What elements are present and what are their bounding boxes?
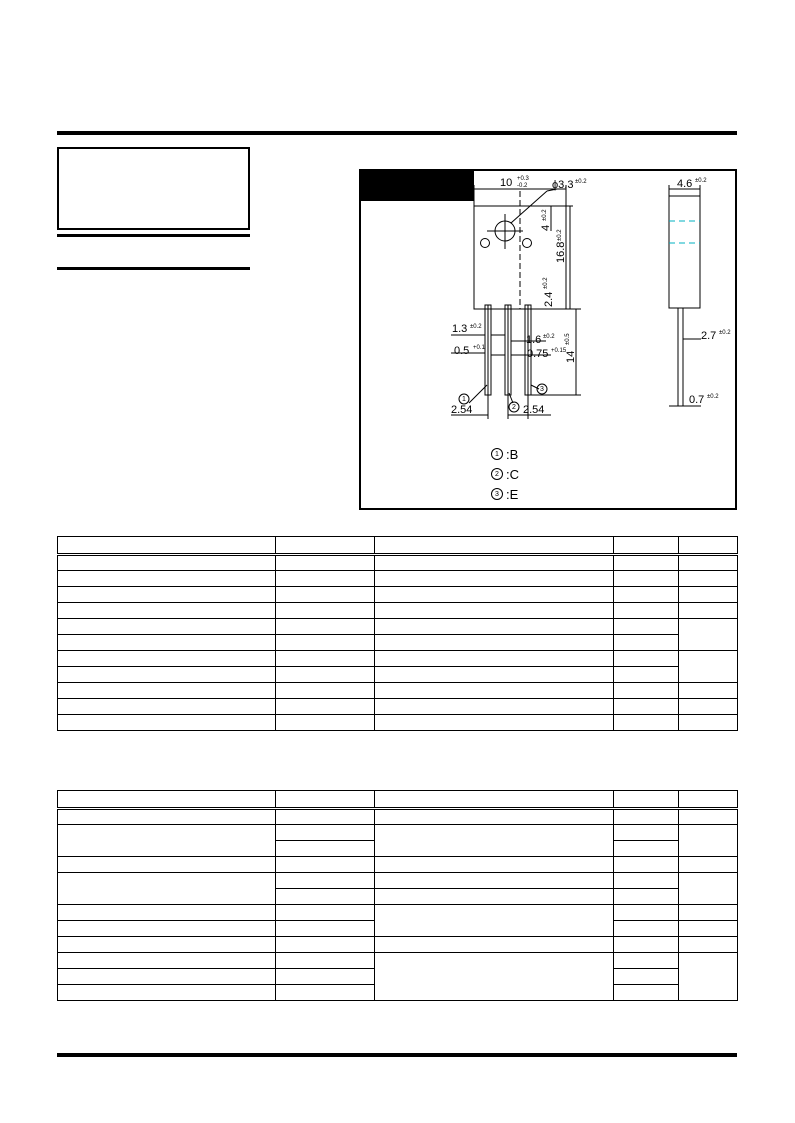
table-row (58, 953, 738, 969)
table-row (58, 651, 738, 667)
pin-legend-b: :B (506, 447, 519, 462)
characteristics-table (57, 790, 738, 1001)
table-row (58, 699, 738, 715)
side-body (669, 196, 700, 308)
svg-text:2: 2 (512, 404, 516, 411)
table-row (58, 873, 738, 889)
dim-hole-offset: 4 (540, 224, 552, 231)
svg-text:1: 1 (495, 451, 499, 458)
dim-hole-diameter: ϕ3.3 (552, 179, 574, 191)
svg-text:+0.15: +0.15 (551, 348, 567, 354)
table-row (58, 825, 738, 841)
table-row (58, 715, 738, 731)
svg-text:±0.2: ±0.2 (470, 324, 482, 330)
table-row (58, 937, 738, 953)
table-row (58, 587, 738, 603)
table-row (58, 683, 738, 699)
package-outline-svg (361, 171, 735, 508)
table-row (58, 905, 738, 921)
table-row (58, 619, 738, 635)
dim-side-thickness: 4.6 (677, 178, 693, 190)
svg-text:3: 3 (540, 386, 544, 393)
dim-stub: 2.4 (543, 291, 555, 307)
table-row (58, 571, 738, 587)
dim-side-lead-thick: 0.7 (689, 394, 705, 406)
left-dot (481, 239, 490, 248)
svg-text:±0.2: ±0.2 (542, 209, 548, 221)
dim-body-height: 16.8 (555, 241, 567, 263)
svg-text:±0.2: ±0.2 (575, 179, 587, 185)
svg-text:±0.2: ±0.2 (695, 178, 707, 184)
pin-legend-e: :E (506, 487, 519, 502)
table-row (58, 857, 738, 873)
svg-text:±0.2: ±0.2 (719, 330, 731, 336)
pin-legend-c: :C (506, 467, 519, 482)
dim-lead-width-step: 1.6 (526, 334, 542, 346)
dim-pitch-b: 2.54 (523, 404, 545, 416)
dim-pitch-a: 2.54 (451, 404, 473, 416)
dim-side-lead-offset: 2.7 (701, 330, 717, 342)
dim-lead-w: 0.75 (527, 348, 549, 360)
svg-text:±0.5: ±0.5 (565, 333, 571, 345)
dim-lead-thick: 0.5 (454, 345, 470, 357)
table-row (58, 635, 738, 651)
dim-lead-pitch-left: 1.3 (452, 323, 468, 335)
dim-body-width: 10 (500, 177, 513, 189)
svg-text:±0.2: ±0.2 (557, 229, 563, 241)
dim-lead-length: 14 (565, 350, 577, 363)
svg-text:+0.3: +0.3 (517, 176, 529, 182)
package-drawing (359, 169, 737, 510)
table-row (58, 667, 738, 683)
svg-text:±0.2: ±0.2 (543, 277, 549, 289)
left-rule-1 (57, 234, 250, 237)
left-rule-2 (57, 267, 250, 270)
ratings-table (57, 536, 738, 731)
svg-text:-0.2: -0.2 (517, 183, 528, 189)
svg-text:+0.1: +0.1 (473, 345, 485, 351)
table-row (58, 603, 738, 619)
table-row (58, 791, 738, 809)
svg-text:2: 2 (495, 471, 499, 478)
part-number-box (57, 147, 250, 230)
svg-text:1: 1 (462, 396, 466, 403)
svg-text:3: 3 (495, 491, 499, 498)
table-row (58, 809, 738, 825)
side-lead (678, 308, 683, 406)
right-dot (523, 239, 532, 248)
footer-rule (57, 1053, 737, 1057)
table-row (58, 537, 738, 555)
header-rule (57, 131, 737, 135)
svg-text:±0.2: ±0.2 (543, 334, 555, 340)
table-row (58, 555, 738, 571)
svg-text:±0.2: ±0.2 (707, 394, 719, 400)
